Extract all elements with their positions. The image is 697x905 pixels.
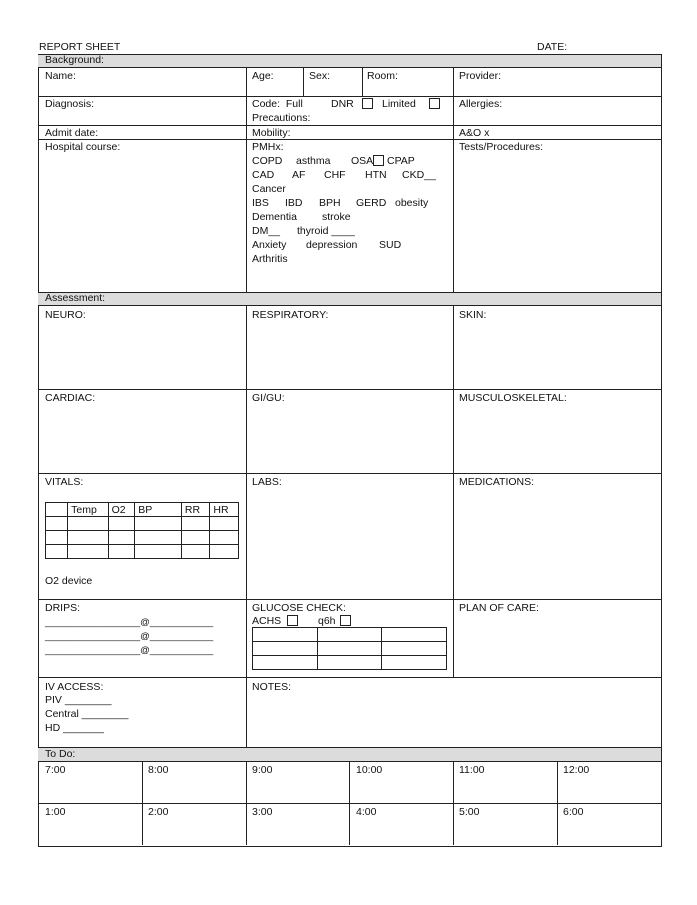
vitals-label: VITALS:	[45, 476, 84, 488]
vitals-header-row	[46, 503, 239, 517]
pmhx-asthma[interactable]: asthma	[296, 155, 331, 167]
vitals-header-hr: HR	[210, 503, 239, 517]
glucose-row[interactable]	[253, 628, 447, 642]
todo-slot-time[interactable]: 1:00	[45, 806, 66, 818]
mobility-field[interactable]: Mobility:	[252, 127, 291, 139]
pmhx-stroke[interactable]: stroke	[322, 211, 351, 223]
precautions-field[interactable]: Precautions:	[252, 112, 311, 124]
iv-access-label: IV ACCESS:	[45, 681, 104, 693]
drips-label: DRIPS:	[45, 602, 81, 614]
piv-field[interactable]: PIV ________	[45, 694, 112, 706]
pmhx-gerd[interactable]: GERD	[356, 197, 387, 209]
pmhx-ibs[interactable]: IBS	[252, 197, 269, 209]
pmhx-thyroid[interactable]: thyroid ____	[297, 225, 355, 237]
q6h-label: q6h	[318, 615, 336, 627]
dnr-label: DNR	[331, 98, 354, 110]
code-label: Code: Full	[252, 98, 303, 110]
achs-label: ACHS	[252, 615, 282, 627]
pmhx-ckd[interactable]: CKD__	[402, 169, 436, 181]
vitals-table[interactable]	[45, 502, 239, 559]
pmhx-chf[interactable]: CHF	[324, 169, 346, 181]
pmhx-copd[interactable]: COPD	[252, 155, 283, 167]
pmhx-sud[interactable]: SUD	[379, 239, 402, 251]
central-field[interactable]: Central ________	[45, 708, 129, 720]
o2-device-field[interactable]: O2 device	[45, 575, 93, 587]
hd-field[interactable]: HD _______	[45, 722, 104, 734]
assessment-section-header	[38, 292, 661, 306]
assessment-section-label: Assessment:	[45, 292, 106, 304]
todo-slot-time[interactable]: 12:00	[563, 764, 590, 776]
labs-field[interactable]: LABS:	[252, 476, 282, 488]
dnr-checkbox[interactable]	[362, 98, 373, 109]
background-section-header	[38, 54, 661, 68]
background-section-label: Background:	[45, 54, 104, 66]
admit-date-field[interactable]: Admit date:	[45, 127, 99, 139]
pmhx-ibd[interactable]: IBD	[285, 197, 303, 209]
room-field[interactable]: Room:	[367, 70, 398, 82]
glucose-check-label: GLUCOSE CHECK:	[252, 602, 346, 614]
pmhx-obesity[interactable]: obesity	[395, 197, 429, 209]
pmhx-dementia[interactable]: Dementia	[252, 211, 297, 223]
musculoskeletal-field[interactable]: MUSCULOSKELETAL:	[459, 392, 567, 404]
diagnosis-field[interactable]: Diagnosis:	[45, 98, 95, 110]
cardiac-field[interactable]: CARDIAC:	[45, 392, 96, 404]
vitals-row[interactable]	[46, 517, 239, 531]
provider-field[interactable]: Provider:	[459, 70, 502, 82]
pmhx-label: PMHx:	[252, 141, 284, 153]
pmhx-cpap[interactable]: CPAP	[387, 155, 415, 167]
date-label: DATE:	[537, 41, 568, 53]
q6h-checkbox[interactable]	[340, 615, 351, 626]
gigu-field[interactable]: GI/GU:	[252, 392, 285, 404]
report-title: REPORT SHEET	[39, 41, 121, 53]
todo-slot-time[interactable]: 10:00	[356, 764, 383, 776]
respiratory-field[interactable]: RESPIRATORY:	[252, 309, 329, 321]
todo-section-header	[38, 747, 661, 762]
todo-slot-time[interactable]: 4:00	[356, 806, 377, 818]
vitals-row[interactable]	[46, 545, 239, 559]
pmhx-anxiety[interactable]: Anxiety	[252, 239, 287, 251]
pmhx-cad[interactable]: CAD	[252, 169, 275, 181]
pmhx-arthritis[interactable]: Arthritis	[252, 253, 288, 265]
vitals-header-bp: BP	[135, 503, 182, 517]
vitals-header-o2: O2	[108, 503, 135, 517]
todo-slot-time[interactable]: 2:00	[148, 806, 169, 818]
todo-slot-time[interactable]: 5:00	[459, 806, 480, 818]
todo-slot-time[interactable]: 6:00	[563, 806, 584, 818]
drip-line-2[interactable]: __________________@____________	[45, 631, 214, 642]
todo-slot-time[interactable]: 7:00	[45, 764, 66, 776]
pmhx-bph[interactable]: BPH	[319, 197, 341, 209]
glucose-table[interactable]	[252, 627, 447, 670]
medications-field[interactable]: MEDICATIONS:	[459, 476, 535, 488]
pmhx-dm[interactable]: DM__	[252, 225, 281, 237]
form-frame	[38, 54, 662, 847]
vitals-row-label-cell[interactable]	[46, 503, 68, 517]
name-field[interactable]: Name:	[45, 70, 76, 82]
pmhx-htn[interactable]: HTN	[365, 169, 387, 181]
drip-line-3[interactable]: __________________@____________	[45, 645, 214, 656]
cpap-checkbox[interactable]	[373, 155, 384, 166]
pmhx-cancer[interactable]: Cancer	[252, 183, 286, 195]
plan-of-care-field[interactable]: PLAN OF CARE:	[459, 602, 539, 614]
pmhx-af[interactable]: AF	[292, 169, 306, 181]
vitals-header-temp: Temp	[68, 503, 108, 517]
todo-section-label: To Do:	[45, 748, 76, 760]
hospital-course-field[interactable]: Hospital course:	[45, 141, 121, 153]
notes-field[interactable]: NOTES:	[252, 681, 292, 693]
allergies-field[interactable]: Allergies:	[459, 98, 503, 110]
sex-field[interactable]: Sex:	[309, 70, 331, 82]
limited-checkbox[interactable]	[429, 98, 440, 109]
todo-slot-time[interactable]: 8:00	[148, 764, 169, 776]
pmhx-depression[interactable]: depression	[306, 239, 358, 251]
aox-field[interactable]: A&O x	[459, 127, 490, 139]
glucose-row[interactable]	[253, 656, 447, 670]
todo-slot-time[interactable]: 11:00	[459, 764, 485, 776]
todo-slot-time[interactable]: 9:00	[252, 764, 273, 776]
vitals-row[interactable]	[46, 531, 239, 545]
age-field[interactable]: Age:	[252, 70, 274, 82]
skin-field[interactable]: SKIN:	[459, 309, 487, 321]
neuro-field[interactable]: NEURO:	[45, 309, 86, 321]
drip-line-1[interactable]: __________________@____________	[45, 617, 214, 628]
achs-checkbox[interactable]	[287, 615, 298, 626]
limited-label: Limited	[382, 98, 416, 110]
glucose-row[interactable]	[253, 642, 447, 656]
vitals-header-rr: RR	[181, 503, 210, 517]
todo-slot-time[interactable]: 3:00	[252, 806, 273, 818]
pmhx-osa[interactable]: OSA	[351, 155, 374, 167]
tests-procedures-field[interactable]: Tests/Procedures:	[459, 141, 544, 153]
